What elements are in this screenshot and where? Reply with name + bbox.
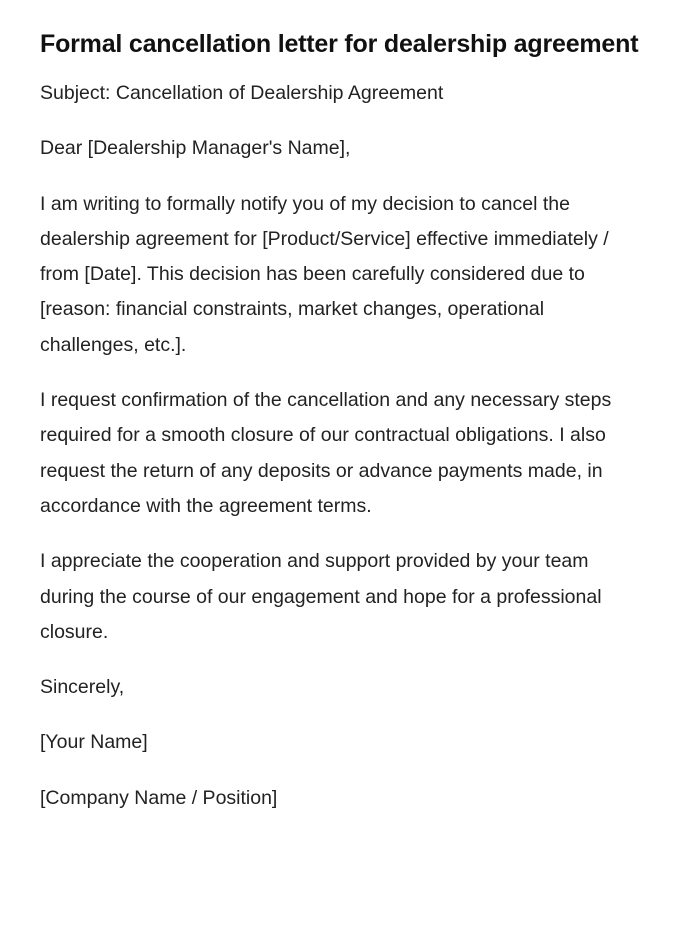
letter-salutation: Dear [Dealership Manager's Name], [40, 137, 351, 160]
signature-name: [Your Name] [40, 731, 148, 754]
signature-company: [Company Name / Position] [40, 786, 278, 809]
letter-title: Formal cancellation letter for dealership agreement [40, 30, 639, 58]
letter-closing: Sincerely, [40, 676, 125, 699]
letter-paragraph-1: I am writing to formally notify you of my decision to cancel the dealership agreement for [Product/Service] effective immediately / from [Date]. This decision has been carefully considered due to [reason: financial constraints, market changes, operational challenges, etc.]. [40, 192, 609, 356]
letter-paragraph-2: I request confirmation of the cancellation and any necessary steps required for a smooth closure of our contractual obligations. I also request the return of any deposits or advance payments made, in accordance with the agreement terms. [40, 389, 612, 517]
letter-subject: Subject: Cancellation of Dealership Agreement [40, 82, 444, 104]
letter-paragraph-3: I appreciate the cooperation and support provided by your team during the course of our engagement and hope for a professional closure. [40, 550, 602, 643]
